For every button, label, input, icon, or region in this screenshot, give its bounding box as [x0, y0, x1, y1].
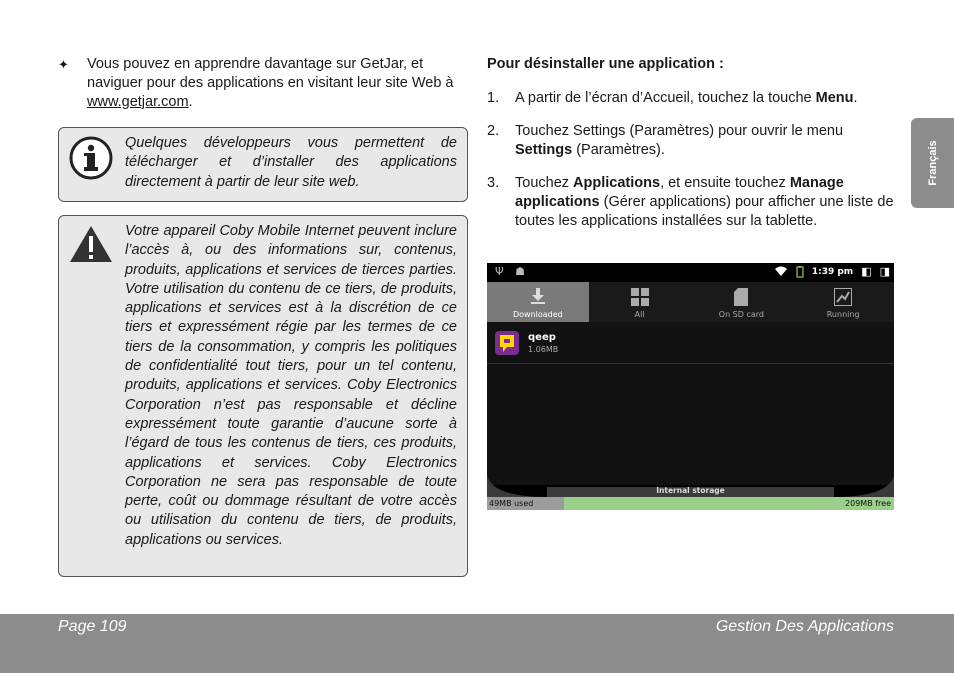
section-name: Gestion Des Applications — [715, 618, 894, 635]
step-3: 3. Touchez Applications, et ensuite touchez Manage applications (Gérer applications) pour afficher une liste de toutes les applications installées sur la tablette. — [487, 175, 894, 229]
storage-label: Internal storage — [656, 486, 725, 495]
app-size: 1.06MB — [528, 345, 559, 354]
step-2: 2. Touchez Settings (Paramètres) pour ouvrir le menu Settings (Paramètres). — [487, 123, 844, 158]
info-note-text: Quelques développeurs vous permettent de télécharger et d’installer des applications directement à partir de leur site web. — [125, 135, 457, 190]
warning-icon — [68, 224, 114, 264]
step-1: 1. A partir de l’écran d’Accueil, touchez la touche Menu. — [487, 90, 858, 106]
getjar-link[interactable]: www.getjar.com — [87, 94, 189, 110]
section-title: Pour désinstaller une application : — [487, 56, 724, 72]
android-screenshot — [487, 263, 894, 510]
uninstall-section — [487, 55, 897, 245]
android-icon: ☗ — [515, 265, 526, 278]
running-icon — [834, 288, 852, 306]
page-number: Page 109 — [58, 618, 127, 635]
page-footer — [0, 614, 954, 673]
storage-used: 49MB used — [487, 497, 564, 510]
info-icon — [68, 135, 114, 181]
tab-downloaded[interactable]: Downloaded — [487, 282, 589, 322]
grid-icon — [631, 288, 649, 306]
volume-icon[interactable]: ◨ — [879, 265, 890, 278]
bullet-star-icon: ✦ — [58, 57, 69, 72]
warning-note-box — [58, 215, 468, 577]
storage-bar — [487, 497, 894, 510]
tab-all[interactable]: All — [589, 282, 691, 322]
battery-icon — [796, 266, 804, 278]
tab-sd-card[interactable]: On SD card — [691, 282, 793, 322]
warning-note-text: Votre appareil Coby Mobile Internet peuvent inclure l’accès à, ou des informations sur, contenus, produits, applications et services de tierces parties. Votre utilisation du contenu de ce tiers, de produits, applications et services est à la discrétion de ce tiers et expressément régie par les termes de ce tiers de la consommation, y compris les politiques de confidentialité tout tiers, pour un tel contenu, produits, applications et services. Coby Electronics Corporation n’est pas responsable et décline expressément toute garantie d’aucune sorte à l’égard de tous les contenus de tiers, ces produits, applications et services. Coby Electronics Corporation ne sera pas responsable de toute perte, coût ou dommage résultant de votre accès ou utilisation du contenu de tiers, de produits, applications ou services. — [125, 223, 457, 548]
language-tab: Français — [911, 118, 954, 208]
info-note-box — [58, 127, 468, 202]
sd-card-icon — [734, 288, 748, 306]
clock: 1:39 pm — [811, 266, 854, 277]
status-bar — [487, 263, 894, 282]
steps-list — [487, 89, 897, 231]
getjar-bullet — [58, 55, 468, 112]
app-tabs — [487, 282, 894, 322]
list-item[interactable] — [487, 326, 894, 364]
storage-free: 209MB free — [564, 497, 894, 510]
tab-running[interactable]: Running — [792, 282, 894, 322]
qeep-app-icon — [495, 331, 519, 355]
back-icon[interactable]: ◧ — [861, 265, 872, 278]
app-name: qeep — [528, 332, 556, 343]
wifi-icon — [774, 266, 788, 277]
app-list — [487, 322, 894, 485]
download-icon — [530, 288, 546, 304]
bullet-text: Vous pouvez en apprendre davantage sur GetJar, et naviguer pour des applications en visitant leur site Web à www.getjar.com. — [87, 56, 454, 110]
usb-icon: Ψ — [495, 265, 504, 278]
